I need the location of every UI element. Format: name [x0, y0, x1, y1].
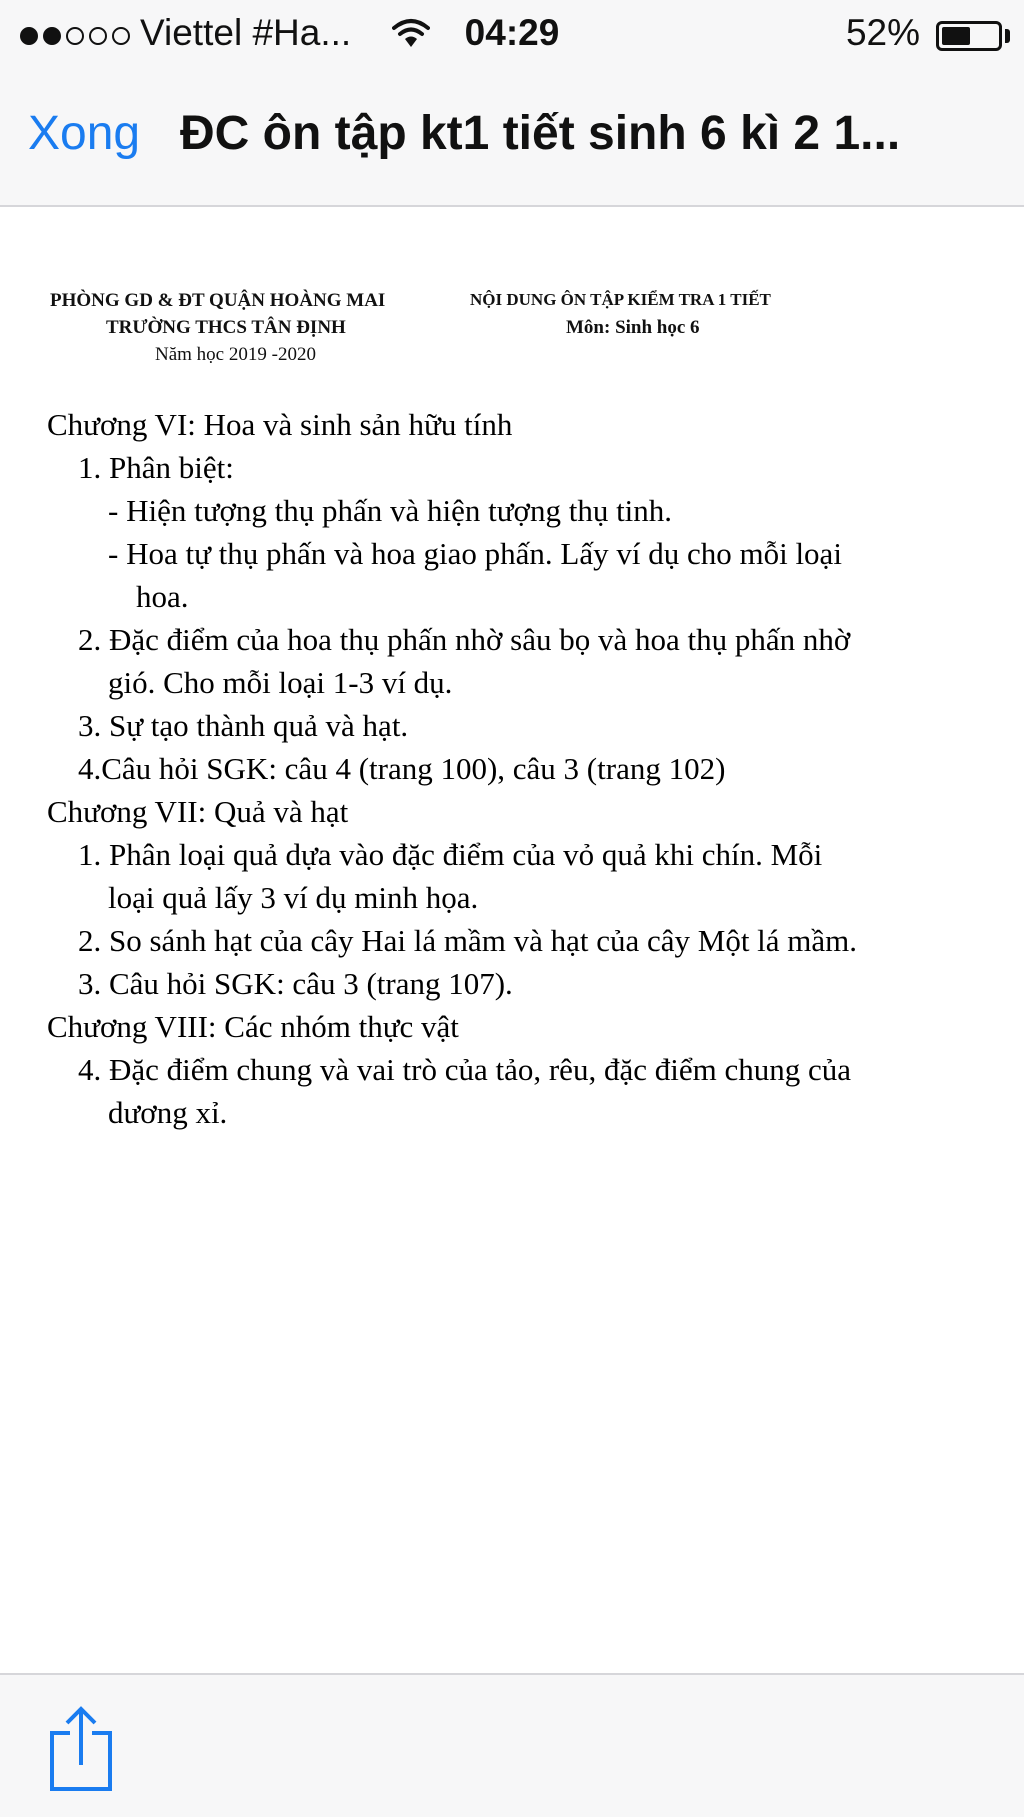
document-title: ĐC ôn tập kt1 tiết sinh 6 kì 2 1...: [180, 107, 901, 160]
header-school-year: Năm học 2019 -2020: [155, 344, 316, 365]
battery-cap: [1005, 29, 1010, 43]
navigation-bar: [0, 66, 1024, 205]
outline-line: dương xỉ.: [108, 1095, 228, 1130]
status-bar: [0, 0, 1024, 66]
header-subject: Môn: Sinh học 6: [566, 317, 700, 338]
outline-line: 3. Câu hỏi SGK: câu 3 (trang 107).: [78, 966, 513, 1001]
document-viewer[interactable]: [0, 207, 1024, 1673]
battery-fill: [942, 27, 970, 45]
header-department: PHÒNG GD & ĐT QUẬN HOÀNG MAI: [50, 290, 386, 311]
outline-line: 2. Đặc điểm của hoa thụ phấn nhờ sâu bọ và hoa thụ phấn nhờ: [78, 622, 851, 657]
status-time: 04:29: [464, 12, 560, 53]
outline-line: 1. Phân biệt:: [78, 450, 234, 485]
outline-line: 3. Sự tạo thành quả và hạt.: [78, 708, 409, 743]
bottom-toolbar: [0, 1673, 1024, 1817]
chapter-heading: Chương VI: Hoa và sinh sản hữu tính: [47, 407, 513, 442]
chapter-heading: Chương VII: Quả và hạt: [47, 794, 349, 829]
carrier-name: Viettel #Ha...: [140, 12, 352, 53]
outline-line: hoa.: [136, 579, 189, 614]
battery-icon: [936, 21, 1002, 51]
chapter-heading: Chương VIII: Các nhóm thực vật: [47, 1009, 459, 1044]
outline-line: 1. Phân loại quả dựa vào đặc điểm của vỏ quả khi chín. Mỗi: [78, 837, 823, 872]
outline-line: gió. Cho mỗi loại 1-3 ví dụ.: [108, 665, 453, 700]
header-doc-title: NỘI DUNG ÔN TẬP KIỂM TRA 1 TIẾT: [470, 290, 771, 309]
outline-line: 4.Câu hỏi SGK: câu 4 (trang 100), câu 3 (trang 102): [78, 751, 726, 786]
header-school: TRƯỜNG THCS TÂN ĐỊNH: [106, 317, 346, 338]
outline-line: 2. So sánh hạt của cây Hai lá mầm và hạt của cây Một lá mầm.: [78, 923, 858, 958]
battery-percent: 52%: [845, 12, 920, 53]
share-icon[interactable]: [46, 1705, 116, 1793]
outline-line: - Hoa tự thụ phấn và hoa giao phấn. Lấy ví dụ cho mỗi loại: [108, 536, 842, 571]
top-bar: [0, 0, 1024, 207]
outline-line: 4. Đặc điểm chung và vai trò của tảo, rêu, đặc điểm chung của: [78, 1052, 851, 1087]
done-button[interactable]: Xong: [28, 107, 141, 160]
outline-line: loại quả lấy 3 ví dụ minh họa.: [108, 880, 479, 915]
outline-line: - Hiện tượng thụ phấn và hiện tượng thụ tinh.: [108, 493, 673, 528]
